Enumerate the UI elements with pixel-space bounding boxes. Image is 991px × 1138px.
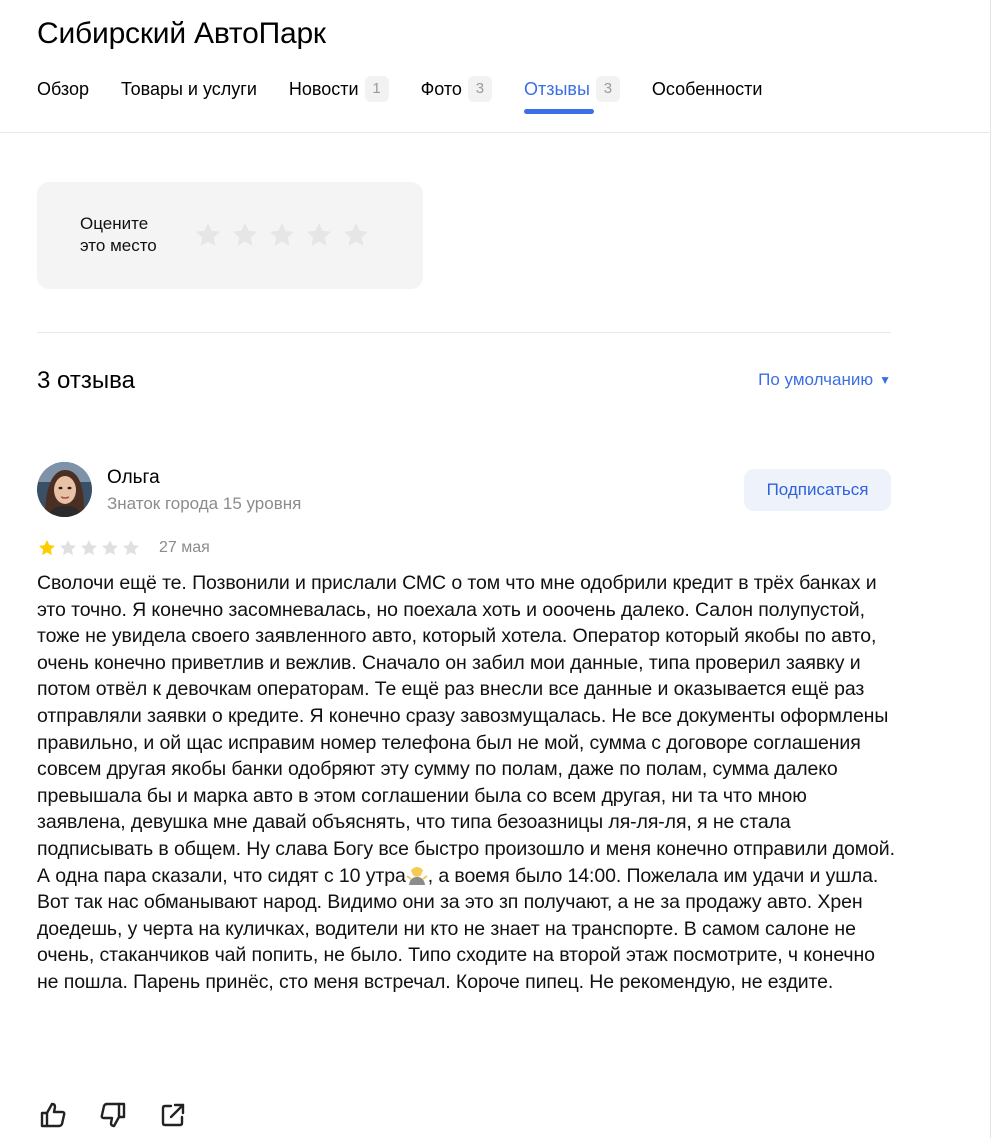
tab-count-badge: 3 [468, 76, 492, 102]
sort-label: По умолчанию [758, 370, 874, 389]
star-icon[interactable] [193, 220, 223, 250]
star-icon[interactable] [304, 220, 334, 250]
reviews-count-heading: 3 отзыва [37, 367, 135, 394]
tab-label: Отзывы [523, 79, 590, 99]
share-icon[interactable] [157, 1099, 189, 1131]
caret-down-icon: ▼ [879, 373, 891, 387]
star-icon [79, 538, 99, 558]
section-divider [37, 332, 891, 333]
star-icon[interactable] [341, 220, 371, 250]
tab-label: Товары и услуги [121, 79, 257, 99]
review-text [37, 570, 901, 996]
review-date: 27 мая [159, 539, 210, 556]
star-icon [58, 538, 78, 558]
review-actions [37, 1099, 217, 1131]
tab-goods-services[interactable] [121, 72, 257, 106]
rate-place-label: Оцените это место [80, 214, 157, 255]
tab-label: Особенности [651, 79, 763, 99]
rate-place-card [37, 182, 423, 289]
thumbs-up-icon[interactable] [37, 1099, 69, 1131]
star-icon[interactable] [267, 220, 297, 250]
tab-reviews[interactable] [524, 72, 620, 106]
tab-news[interactable] [289, 72, 389, 106]
tab-label: Новости [288, 79, 359, 99]
star-icon[interactable] [230, 220, 260, 250]
person-shrugging-emoji-icon [406, 864, 428, 886]
tab-bar [37, 72, 794, 116]
sort-dropdown[interactable] [758, 369, 891, 391]
tab-count-badge: 1 [365, 76, 389, 102]
star-icon [121, 538, 141, 558]
avatar[interactable] [37, 462, 92, 517]
star-icon [100, 538, 120, 558]
tab-photos[interactable] [421, 72, 492, 106]
tab-features[interactable] [652, 72, 763, 106]
star-icon [37, 538, 57, 558]
review-author-name[interactable]: Ольга [107, 467, 160, 488]
review-text-part: Сволочи ещё те. Позвонили и прислали СМС о том что мне одобрили кредит в трёх банках и это точно. Я конечно засомневалась, но поехала хоть и ооочень далеко. Салон полупустой, тоже не увидела своего заявленного авто, который хотела. Оператор который якобы по авто, очень конечно приветлив и вежлив. Сначало он забил мои данные, типа проверил заявку и потом отвёл к девочкам операторам. Те ещё раз внесли все данные и оказывается ещё раз отправляли заявки о кредите. Я конечно сразу завозмущалась. Не все документы оформлены правильно, и ой щас исправим номер телефона был не мой, сумма с договоре соглашения совсем другая якобы банки одобряют эту сумму по полам, даже по полам, сумма далеко превышала бы и марка авто в этом соглашении была со всем другая, ни та что мною заявлена, девушка мне давай объяснять, что типа безоазницы ля-ля-ля, я не стала подписывать в общем. Ну слава Богу все быстро произошло и меня конечно отправили домой. А одна пара сказали, что сидят с 10 утра [37, 572, 901, 887]
tab-label: Фото [420, 79, 462, 99]
review-text-part: , а воемя было 14:00. Пожелала им удачи и ушла. Вот так нас обманывают народ. Видимо они за это зп получают, а не за продажу авто. Хрен доедешь, у черта на куличках, водители ни кто не знает на транспорте. В самом салоне не очень, стаканчиков чай попить, не было. Типо сходите на второй этаж посмотрите, ч конечно не пошла. Парень принёс, сто меня встречал. Короче пипец. Не рекомендую, не ездите. [37, 864, 879, 993]
thumbs-down-icon[interactable] [97, 1099, 129, 1131]
tab-overview[interactable] [37, 72, 89, 106]
page-title: Сибирский АвтоПарк [37, 17, 326, 50]
header-divider [0, 132, 991, 133]
rate-stars [193, 220, 378, 250]
review-author-level: Знаток города 15 уровня [107, 494, 302, 513]
subscribe-button[interactable]: Подписаться [744, 469, 891, 511]
tab-label: Обзор [37, 79, 89, 99]
tab-count-badge: 3 [596, 76, 620, 102]
review-rating [37, 538, 142, 558]
